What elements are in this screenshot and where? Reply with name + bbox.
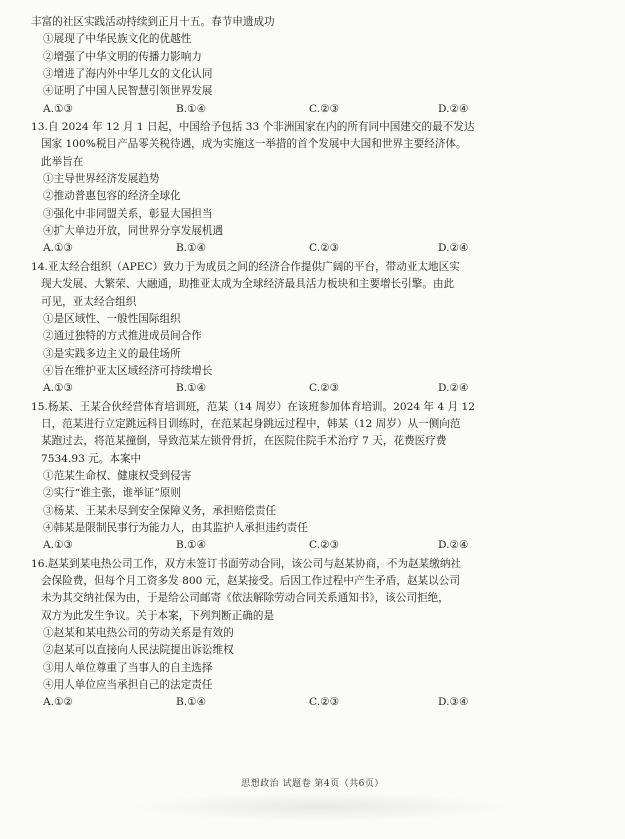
statement: ③是实践多边主义的最佳场所 (43, 347, 181, 360)
scan-smudge (130, 792, 510, 822)
choice-a: A.①③ (43, 539, 74, 552)
choice-b: B.①④ (176, 102, 207, 115)
choice-b: B.①④ (176, 539, 207, 552)
question-stem-line: 未为其交纳社保为由，于是给公司邮寄《依法解除劳动合同关系通知书》，该公司拒绝， (41, 592, 449, 605)
statement: ②赵某可以直接向人民法院提出诉讼维权 (43, 644, 234, 657)
question-13 (31, 119, 595, 258)
statement: ④用人单位应当承担自己的法定责任 (43, 679, 213, 692)
choice-b: B.①④ (176, 696, 207, 709)
choice-a: A.①③ (43, 382, 74, 395)
choice-d: D.②④ (438, 102, 469, 115)
answer-choices (31, 380, 595, 397)
choice-c: C.②③ (309, 102, 340, 115)
question-stem-line: 14.亚太经合组织（APEC）致力于为成员之间的经济合作提供广阔的平台，带动亚太地区实 (31, 260, 460, 273)
question-stem-line: 国家 100%税目产品零关税待遇，成为实施这一举措的首个发展中大国和世界主要经济体。 (41, 138, 467, 151)
choice-a: A.①② (43, 696, 74, 709)
statement: ④韩某是限制民事行为能力人，由其监护人承担违约责任 (43, 521, 308, 534)
question-stem-line: 会保险费，但每个月工资多发 800 元，赵某接受。后因工作过程中产生矛盾，赵某以公司 (41, 575, 460, 587)
statement: ②实行“谁主张，谁举证”原则 (43, 487, 181, 500)
statement: ①范某生命权、健康权受到侵害 (43, 469, 192, 482)
statement: ②推动普惠包容的经济全球化 (43, 190, 181, 203)
answer-choices (31, 101, 595, 118)
statement: ③杨某、王某未尽到安全保障义务，承担赔偿责任 (43, 504, 277, 517)
statement: ①赵某和某电热公司的劳动关系是有效的 (43, 627, 234, 640)
choice-a: A.①③ (43, 102, 74, 115)
statement: ①是区域性、一般性国际组织 (43, 312, 181, 325)
statement: ①主导世界经济发展趋势 (43, 173, 160, 186)
question-stem-line: 16.赵某到某电热公司工作，双方未签订书面劳动合同，该公司与赵某协商，不为赵某缴纳社 (31, 557, 462, 570)
question-stem-line: 13.自 2024 年 12 月 1 日起，中国给予包括 33 个非洲国家在内的所有同中国建交的最不发达 (31, 121, 475, 134)
question-14 (31, 259, 595, 398)
answer-choices (31, 694, 595, 711)
statement: ③强化中非同盟关系，彰显大国担当 (43, 207, 213, 220)
choice-d: D.②④ (438, 382, 469, 395)
question-12-continuation (31, 14, 595, 118)
choice-c: C.②③ (309, 539, 340, 552)
answer-choices (31, 537, 595, 554)
choice-d: D.③④ (438, 696, 469, 709)
question-stem-line: 丰富的社区实践活动持续到正月十五。春节申遗成功 (31, 16, 275, 28)
statement: ①展现了中华民族文化的优越性 (43, 33, 192, 46)
page-footer: 思想政治 试题卷 第4页（共6页） (241, 779, 384, 789)
choice-b: B.①④ (176, 382, 207, 395)
choice-d: D.②④ (438, 242, 469, 255)
choice-c: C.②③ (309, 242, 340, 255)
choice-a: A.①③ (43, 242, 74, 255)
answer-choices (31, 240, 595, 257)
question-stem-line: 可见，亚太经合组织 (41, 295, 137, 308)
question-16 (31, 556, 595, 712)
question-stem-line: 某跑过去，将范某撞倒，导致范某左锁骨骨折，在医院住院手术治疗 7 天，花费医疗费 (41, 435, 447, 448)
statement: ②通过独特的方式推进成员间合作 (43, 330, 202, 343)
statement: ④旨在维护亚太区域经济可持续增长 (43, 364, 213, 377)
statement: ③用人单位尊重了当事人的自主选择 (43, 661, 213, 674)
statement: ④扩大单边开放，同世界分享发展机遇 (43, 225, 224, 238)
question-stem-line: 7534.93 元。本案中 (41, 452, 142, 465)
choice-d: D.②④ (438, 539, 469, 552)
question-15 (31, 399, 595, 555)
choice-c: C.②③ (309, 382, 340, 395)
statement: ③增进了海内外中华儿女的文化认同 (43, 68, 213, 81)
question-stem-line: 15.杨某、王某合伙经营体育培训班，范某（14 周岁）在该班参加体育培训。2024 年 4 月 12 (31, 400, 475, 413)
statement: ②增强了中华文明的传播力影响力 (43, 50, 202, 63)
choice-c: C.②③ (309, 696, 340, 709)
choice-b: B.①④ (176, 242, 207, 255)
statement: ④证明了中国人民智慧引领世界发展 (43, 85, 213, 98)
question-stem-line: 双方为此发生争议。关于本案，下列判断正确的是 (41, 609, 275, 622)
question-stem-line: 此举旨在 (41, 155, 84, 168)
question-stem-line: 现大发展、大繁荣、大融通，助推亚太成为全球经济最具活力板块和主要增长引擎。由此 (41, 278, 455, 291)
question-stem-line: 日，范某进行立定跳远科目训练时，在范某起身跳远过程中，韩某（12 周岁）从一侧向范 (41, 417, 461, 430)
